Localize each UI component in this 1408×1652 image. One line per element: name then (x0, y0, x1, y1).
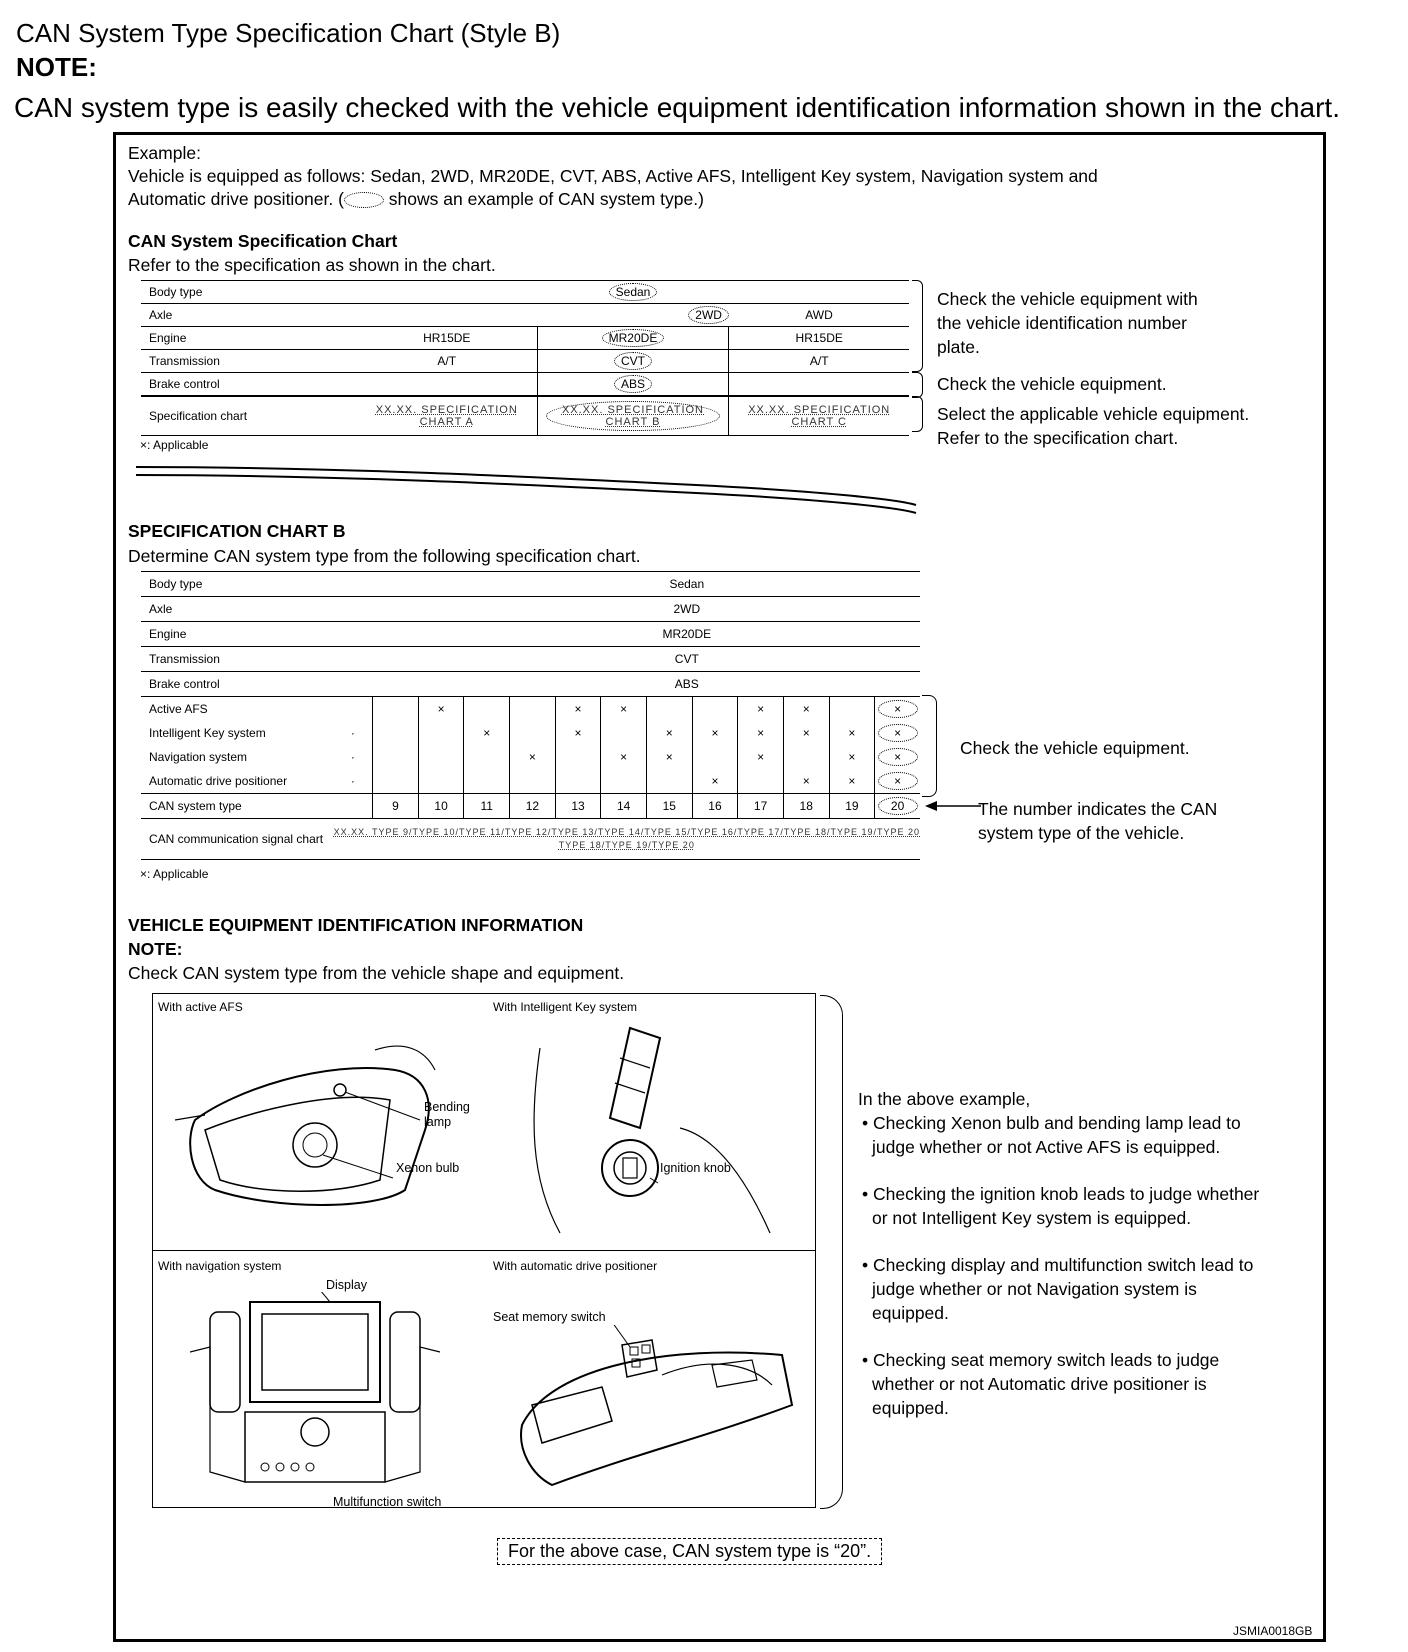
chart-b-dot (334, 697, 373, 722)
chart-b-value: 2WD (673, 602, 701, 616)
chart-b-mark-circled: × (878, 724, 918, 742)
chart-b-mark: × (829, 745, 875, 769)
spec-label: Transmission (149, 354, 220, 368)
chart-b-value: MR20DE (662, 627, 712, 641)
chart-b-mark-circled: × (878, 700, 918, 718)
chart-b-type: 18 (783, 794, 829, 819)
spec-value: CVT (614, 352, 652, 370)
arrow-left-icon (925, 799, 981, 813)
vehicle-info-subheading: Check CAN system type from the vehicle shape and equipment. (128, 963, 625, 983)
chart-b-mark (464, 697, 510, 722)
chart-b-value: CVT (674, 652, 699, 666)
chart-b-fixed-row (141, 572, 920, 597)
side-line: Check the vehicle equipment with (937, 289, 1198, 309)
chart-b-type: 12 (510, 794, 556, 819)
chart-b-mark: × (783, 769, 829, 794)
chart-b-mark (783, 745, 829, 769)
bullet-line: or not Intelligent Key system is equipped. (872, 1208, 1192, 1228)
chart-b-table (141, 571, 920, 860)
chart-b-equipment-row (141, 769, 920, 794)
spec-label: Specification chart (149, 409, 248, 423)
chart-b-type: 16 (692, 794, 738, 819)
chart-b-heading: SPECIFICATION CHART B (128, 521, 346, 541)
chart-b-equipment-row (141, 697, 920, 722)
chart-b-dot: · (350, 750, 355, 764)
chart-b-type: 13 (555, 794, 601, 819)
bullet-afs: • Checking Xenon bulb and bending lamp lead to judge whether or not Active AFS is equipped. (862, 1113, 1241, 1157)
side-line: system type of the vehicle. (978, 823, 1185, 843)
spec-chart-a: XX.XX. SPECIFICATION (375, 404, 518, 416)
panel-afs-title: With active AFS (158, 1000, 243, 1014)
bullet-line: Checking seat memory switch leads to judge (873, 1350, 1220, 1370)
spec-chart-table (141, 280, 909, 436)
spec-row-transmission (141, 350, 909, 373)
chart-b-mark: × (829, 769, 875, 794)
spec-value: HR15DE (729, 327, 909, 350)
side-line: plate. (937, 337, 980, 357)
chart-b-mark (829, 697, 875, 722)
bullet-line: whether or not Automatic drive positioner is (872, 1374, 1207, 1394)
panel-nav-title: With navigation system (158, 1259, 282, 1273)
bullet-key: • Checking the ignition knob leads to judge whether or not Intelligent Key system is equipped. (862, 1184, 1260, 1228)
spec-chart-a-sub: CHART A (419, 416, 474, 428)
chart-b-value: ABS (674, 677, 699, 691)
side-line: Refer to the specification chart. (937, 428, 1179, 448)
bullet-line: equipped. (872, 1398, 949, 1418)
spec-label: Axle (149, 308, 173, 322)
bracket-shape (912, 396, 923, 432)
chart-b-label: Transmission (149, 652, 220, 666)
chart-b-value: Sedan (669, 577, 705, 591)
chart-b-type: 9 (373, 794, 419, 819)
chart-b-fixed-row (141, 672, 920, 697)
side-line: the vehicle identification number (937, 313, 1188, 333)
callout-xenon-bulb: Xenon bulb (396, 1161, 460, 1175)
spec-chart-c-sub: CHART C (791, 416, 847, 428)
chart-b-label: Brake control (149, 677, 220, 691)
navigation-illustration (190, 1292, 450, 1497)
chart-b-mark (601, 721, 647, 745)
chart-b-dot: · (350, 726, 355, 740)
callout-ignition-knob: Ignition knob (660, 1161, 731, 1175)
spec-value: A/T (729, 350, 909, 373)
chart-b-fixed-row (141, 647, 920, 672)
chart-b-mark (418, 745, 464, 769)
chart-b-mark (555, 769, 601, 794)
chart-b-mark: × (601, 697, 647, 722)
chart-b-type-row (141, 794, 920, 819)
chart-b-mark (646, 769, 692, 794)
bullet-line: Checking the ignition knob leads to judge whether (873, 1184, 1260, 1204)
chart-b-equipment-row (141, 745, 920, 769)
note-label: NOTE: (16, 52, 97, 82)
callout-seat-memory-switch: Seat memory switch (493, 1310, 606, 1324)
spec-row-axle (141, 304, 909, 327)
chart-b-mark: × (783, 721, 829, 745)
bullet-seat: • Checking seat memory switch leads to judge whether or not Automatic drive positioner is equipped. (862, 1350, 1220, 1418)
chart-b-signal-row (141, 819, 920, 860)
example-line2b: shows an example of CAN system type.) (383, 189, 704, 209)
chart-b-mark: × (464, 721, 510, 745)
chart-b-label: CAN system type (149, 799, 242, 813)
chart-b-label: Axle (149, 602, 173, 616)
chart-b-type: 19 (829, 794, 875, 819)
chart-b-mark (373, 721, 419, 745)
bracket-shape (912, 372, 923, 398)
spec-row-body (141, 281, 909, 304)
chart-b-side-check: Check the vehicle equipment. (960, 738, 1190, 758)
chart-b-mark (692, 697, 738, 722)
chart-b-dot: · (350, 774, 355, 788)
spec-legend: ×: Applicable (140, 438, 209, 452)
chart-b-mark (601, 769, 647, 794)
bracket-shape (912, 280, 923, 372)
chart-b-type: 15 (646, 794, 692, 819)
chart-b-mark (510, 769, 556, 794)
chart-b-mark: × (418, 697, 464, 722)
chart-b-mark: × (692, 721, 738, 745)
chart-b-label: Engine (149, 627, 187, 641)
spec-value: A/T (437, 354, 457, 368)
example-label: Example: (128, 143, 201, 163)
bracket-shape (820, 995, 843, 1509)
ignition-illustration (500, 1018, 800, 1243)
spec-value: HR15DE (423, 331, 471, 345)
chart-b-label: CAN communication signal chart (149, 832, 324, 846)
bullet-line: Checking Xenon bulb and bending lamp lead to (873, 1113, 1241, 1133)
chart-b-mark: × (783, 697, 829, 722)
chart-b-type: 11 (464, 794, 510, 819)
chart-b-mark (738, 769, 784, 794)
headlamp-illustration (175, 1030, 475, 1240)
chart-b-mark (418, 769, 464, 794)
chart-b-fixed-row (141, 597, 920, 622)
chart-b-mark-circled: × (878, 748, 918, 766)
chart-b-mark: × (646, 721, 692, 745)
spec-value: Sedan (609, 283, 658, 301)
chart-b-mark (373, 769, 419, 794)
chart-b-signal-line: TYPE 18/TYPE 19/TYPE 20 (558, 840, 695, 850)
chart-b-mark (373, 745, 419, 769)
spec-row-chart (141, 396, 909, 436)
chart-b-mark: × (555, 721, 601, 745)
bullet-line: Checking display and multifunction switch lead to (873, 1255, 1254, 1275)
bullet-line: equipped. (872, 1303, 949, 1323)
chart-b-type: 14 (601, 794, 647, 819)
chart-b-mark (464, 745, 510, 769)
explain-intro: In the above example, (858, 1089, 1031, 1109)
chart-b-mark: × (738, 745, 784, 769)
bullet-line: judge whether or not Active AFS is equipped. (872, 1137, 1221, 1157)
spec-chart-subheading: Refer to the specification as shown in the chart. (128, 255, 496, 275)
chart-b-legend: ×: Applicable (140, 867, 209, 881)
spec-side-note3 (937, 402, 1249, 450)
vehicle-info-heading: VEHICLE EQUIPMENT IDENTIFICATION INFORMATION (128, 915, 584, 935)
chart-b-mark (510, 697, 556, 722)
break-lines (136, 455, 926, 515)
bullet-nav: • Checking display and multifunction switch lead to judge whether or not Navigation system is equipped. (862, 1255, 1254, 1323)
chart-b-mark (510, 721, 556, 745)
conclusion-box: For the above case, CAN system type is “20”. (497, 1538, 882, 1565)
spec-value: ABS (614, 375, 652, 393)
spec-chart-c: XX.XX. SPECIFICATION (748, 404, 891, 416)
chart-b-mark (692, 745, 738, 769)
chart-b-type: 10 (418, 794, 464, 819)
page-title: CAN System Type Specification Chart (Style B) (16, 18, 561, 48)
chart-b-mark (464, 769, 510, 794)
spec-chart-heading: CAN System Specification Chart (128, 231, 398, 251)
spec-side-note1 (937, 287, 1198, 359)
spec-row-brake (141, 373, 909, 397)
spec-side-note2: Check the vehicle equipment. (937, 374, 1167, 394)
chart-b-mark (646, 697, 692, 722)
door-panel-illustration (512, 1325, 802, 1495)
vehicle-info-note: NOTE: (128, 939, 183, 959)
chart-b-side-number (978, 797, 1217, 845)
chart-b-label: Body type (149, 577, 203, 591)
spec-chart-b-sub: CHART B (605, 416, 661, 428)
chart-b-mark: × (829, 721, 875, 745)
chart-b-subheading: Determine CAN system type from the following specification chart. (128, 546, 641, 566)
chart-b-label: Intelligent Key system (149, 726, 266, 740)
side-line: The number indicates the CAN (978, 799, 1218, 819)
callout-multifunction-switch: Multifunction switch (333, 1495, 442, 1509)
callout-line: lamp (424, 1115, 452, 1129)
chart-b-label: Navigation system (149, 750, 248, 764)
divider (152, 1250, 816, 1251)
example-line1: Vehicle is equipped as follows: Sedan, 2WD, MR20DE, CVT, ABS, Active AFS, Intelligent Key system, Navigation system and (128, 166, 1098, 186)
callout-bending-lamp (424, 1100, 470, 1130)
spec-chart-b: XX.XX. SPECIFICATION (561, 404, 704, 416)
example-line2a: Automatic drive positioner. ( (128, 189, 344, 209)
chart-b-mark: × (601, 745, 647, 769)
chart-b-mark: × (555, 697, 601, 722)
spec-value: AWD (805, 308, 833, 322)
example-line2 (128, 189, 704, 210)
chart-b-mark (373, 697, 419, 722)
bullet-line: judge whether or not Navigation system is (872, 1279, 1197, 1299)
example-oval-icon (344, 192, 384, 208)
chart-b-mark (555, 745, 601, 769)
bracket-shape (922, 695, 937, 797)
spec-label: Engine (149, 331, 187, 345)
chart-b-signal-line: XX.XX. TYPE 9/TYPE 10/TYPE 11/TYPE 12/TYPE 13/TYPE 14/TYPE 15/TYPE 16/TYPE 17/TYPE 18/TYPE 19/TYPE 20 (333, 827, 920, 837)
chart-b-type-circled: 20 (878, 797, 918, 815)
spec-label: Body type (149, 285, 203, 299)
chart-b-mark: × (510, 745, 556, 769)
chart-b-mark: × (646, 745, 692, 769)
callout-line: Bending (424, 1100, 470, 1114)
chart-b-mark: × (738, 697, 784, 722)
chart-b-type: 17 (738, 794, 784, 819)
spec-value: 2WD (688, 306, 729, 324)
chart-b-label: Active AFS (149, 702, 208, 716)
chart-b-mark-circled: × (878, 772, 918, 790)
chart-b-fixed-row (141, 622, 920, 647)
panel-key-title: With Intelligent Key system (493, 1000, 638, 1014)
callout-display: Display (326, 1278, 367, 1292)
chart-b-mark: × (692, 769, 738, 794)
chart-b-mark (418, 721, 464, 745)
panel-seat-title: With automatic drive positioner (493, 1259, 658, 1273)
spec-label: Brake control (149, 377, 220, 391)
figure-code: JSMIA0018GB (1233, 1624, 1313, 1638)
chart-b-mark: × (738, 721, 784, 745)
chart-b-equipment-row (141, 721, 920, 745)
intro-text: CAN system type is easily checked with the vehicle equipment identification information shown in the chart. (14, 92, 1340, 123)
chart-b-label: Automatic drive positioner (149, 774, 288, 788)
spec-value: MR20DE (602, 329, 665, 347)
side-line: Select the applicable vehicle equipment. (937, 404, 1250, 424)
spec-row-engine (141, 327, 909, 350)
